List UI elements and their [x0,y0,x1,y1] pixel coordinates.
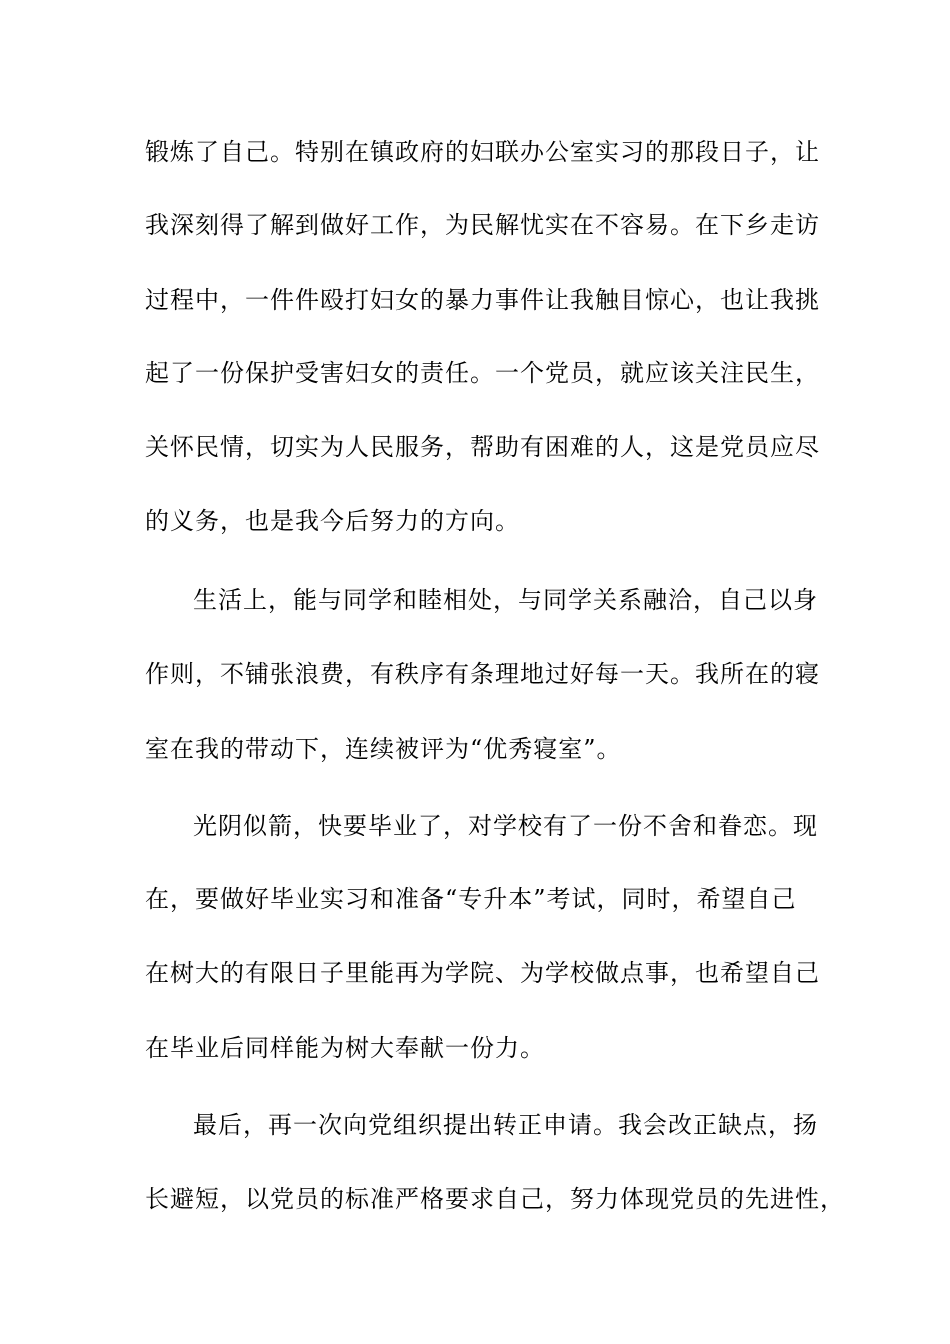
text-line: 作则，不铺张浪费，有秩序有条理地过好每一天。我所在的寝 [145,660,820,688]
text-line: 关怀民情，切实为人民服务，帮助有困难的人，这是党员应尽 [145,433,820,461]
text-line: 长避短，以党员的标准严格要求自己，努力体现党员的先进性， [145,1185,845,1213]
text-line: 过程中，一件件殴打妇女的暴力事件让我触目惊心，也让我挑 [145,286,820,314]
text-line: 锻炼了自己。特别在镇政府的妇联办公室实习的那段日子，让 [145,138,820,166]
text-line: 的义务，也是我今后努力的方向。 [145,507,520,535]
paragraph-first-line: 生活上，能与同学和睦相处，与同学关系融洽，自己以身 [193,586,818,614]
text-line: 在毕业后同样能为树大奉献一份力。 [145,1034,545,1062]
text-line: 在树大的有限日子里能再为学院、为学校做点事，也希望自己 [145,959,820,987]
text-line: 起了一份保护受害妇女的责任。一个党员，就应该关注民生， [145,359,820,387]
text-line: 我深刻得了解到做好工作，为民解忧实在不容易。在下乡走访 [145,211,820,239]
paragraph-first-line: 最后，再一次向党组织提出转正申请。我会改正缺点，扬 [193,1111,818,1139]
text-line: 在，要做好毕业实习和准备“专升本”考试，同时，希望自己 [145,885,797,913]
text-line: 室在我的带动下，连续被评为“优秀寝室”。 [145,735,622,763]
paragraph-first-line: 光阴似箭，快要毕业了，对学校有了一份不舍和眷恋。现 [193,812,818,840]
